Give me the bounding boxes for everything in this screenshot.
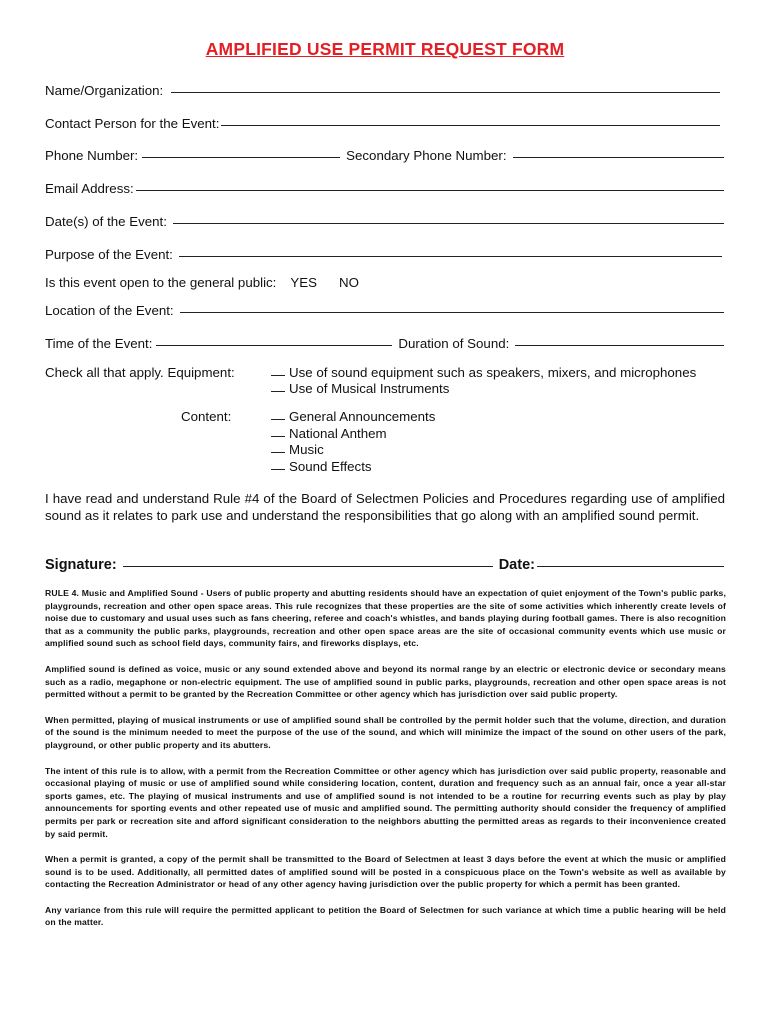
acknowledgement-text: I have read and understand Rule #4 of the Board of Selectmen Policies and Procedures regarding use of amplified sound as it relates to park use and understand the responsibilities that go along with an amplified sound permit. [45,491,725,523]
signature-field[interactable] [123,565,493,567]
equipment-option[interactable]: Use of Musical Instruments [271,381,449,396]
checkbox-blank[interactable] [271,375,285,376]
rule-4-text [45,587,726,929]
location-field[interactable] [180,311,724,313]
contact-row [45,116,720,131]
content-option[interactable]: Sound Effects [271,459,372,474]
rule-paragraph: When a permit is granted, a copy of the permit shall be transmitted to the Board of Selectmen at least 3 days before the event at which the music or amplified sound is to be used. Additionally, all permitted dates of amplified sound will be posted in a conspicuous place on the Town's website as well as available by contacting the Recreation Administrator or head of any other agency having jurisdiction over the public property for which a permit has been granted. [45,854,726,890]
checkbox-blank[interactable] [271,436,285,437]
phone-row [45,148,724,163]
email-label: Email Address: [45,181,134,196]
signature-label: Signature: [45,557,117,573]
phone-label: Phone Number: [45,148,139,163]
secondary-phone-field[interactable] [513,156,724,158]
content-option[interactable]: General Announcements [271,409,435,424]
time-label: Time of the Event: [45,336,153,351]
open-public-row [45,275,724,290]
dates-label: Date(s) of the Event: [45,214,167,229]
contact-field[interactable] [221,124,720,126]
equipment-option[interactable]: Use of sound equipment such as speakers, mixers, and microphones [271,365,696,380]
checklist-intro: Check all that apply. Equipment: [45,365,235,380]
location-row [45,303,724,318]
date-label: Date: [498,557,535,573]
rule-paragraph: The intent of this rule is to allow, with a permit from the Recreation Committee or other agency which has jurisdiction over said public property, reasonable and occasional playing of music or use of amplified sound while considering location, content, duration and frequency such as an annual fair, once a year all-star sports games, etc. The playing of musical instruments and use of amplified sound is not intended to be a routine for recurring events such as play by play announcements for sporting events and other repeated use of music and amplified sound. The permitting authority should consider the frequency of amplified permits per park or recreation site and afford significant consideration to the neighbors abutting the permitted areas as regards to their inconvenience created by said permit. [45,765,726,839]
no-option[interactable]: NO [338,275,359,290]
checkbox-blank[interactable] [271,469,285,470]
content-label: Content: [181,409,232,424]
checkbox-blank[interactable] [271,391,285,392]
dates-field[interactable] [173,222,724,224]
name-org-row [45,83,720,98]
purpose-label: Purpose of the Event: [45,247,173,262]
purpose-row [45,247,722,262]
rule-paragraph: Amplified sound is defined as voice, music or any sound extended above and beyond its normal range by an electric or electronic device or secondary means such as a radio, megaphone or non-electric equipment. The use of amplified sound in public parks, playgrounds, recreation and other open space areas is not permitted without a permit to be granted by the Recreation Committee or other agency which has jurisdiction over said public property. [45,663,726,700]
form-title: AMPLIFIED USE PERMIT REQUEST FORM [205,39,565,59]
time-row [45,336,724,351]
duration-field[interactable] [515,344,724,346]
dates-row [45,214,724,229]
name-org-label: Name/Organization: [45,83,164,98]
content-option[interactable]: Music [271,442,324,457]
checkbox-blank[interactable] [271,419,285,420]
rule-paragraph: When permitted, playing of musical instruments or use of amplified sound shall be controlled by the permit holder such that the volume, direction, and duration of the sound is the minimum needed to meet the purpose of the use of the sound, and which will minimize the impact of the sound on other users of the park, playground, or other public property and its abutters. [45,714,726,750]
date-field[interactable] [537,565,724,567]
rule-paragraph: Any variance from this rule will require the permitted applicant to petition the Board of Selectmen for such variance at which time a public hearing will be held on the matter. [45,904,726,928]
name-org-field[interactable] [171,91,720,93]
content-option[interactable]: National Anthem [271,426,387,441]
location-label: Location of the Event: [45,303,174,318]
contact-label: Contact Person for the Event: [45,116,220,131]
email-row [45,181,724,196]
phone-field[interactable] [142,156,340,158]
open-public-label: Is this event open to the general public: [45,275,277,290]
signature-row [45,557,724,573]
time-field[interactable] [156,344,392,346]
yes-option[interactable]: YES [290,275,317,290]
duration-label: Duration of Sound: [398,336,510,351]
secondary-phone-label: Secondary Phone Number: [346,148,507,163]
checkbox-blank[interactable] [271,452,285,453]
email-field[interactable] [136,189,724,191]
rule-paragraph: RULE 4. Music and Amplified Sound - Users of public property and abutting residents should have an expectation of quiet enjoyment of the Town's public parks, playgrounds, recreation and other open space areas. This rule recognizes that these properties are the site of some activities which inherently create levels of noise due to customary and usual uses such as fans cheering, referee and coach's whistles, and bands playing during football games. There is also recognition that as a community the public parks, playgrounds, recreation and other open space areas are the site of occasional community events which use music or amplified sound such as school field days, community fairs, and fireworks displays, etc. [45,588,726,649]
purpose-field[interactable] [179,255,722,257]
